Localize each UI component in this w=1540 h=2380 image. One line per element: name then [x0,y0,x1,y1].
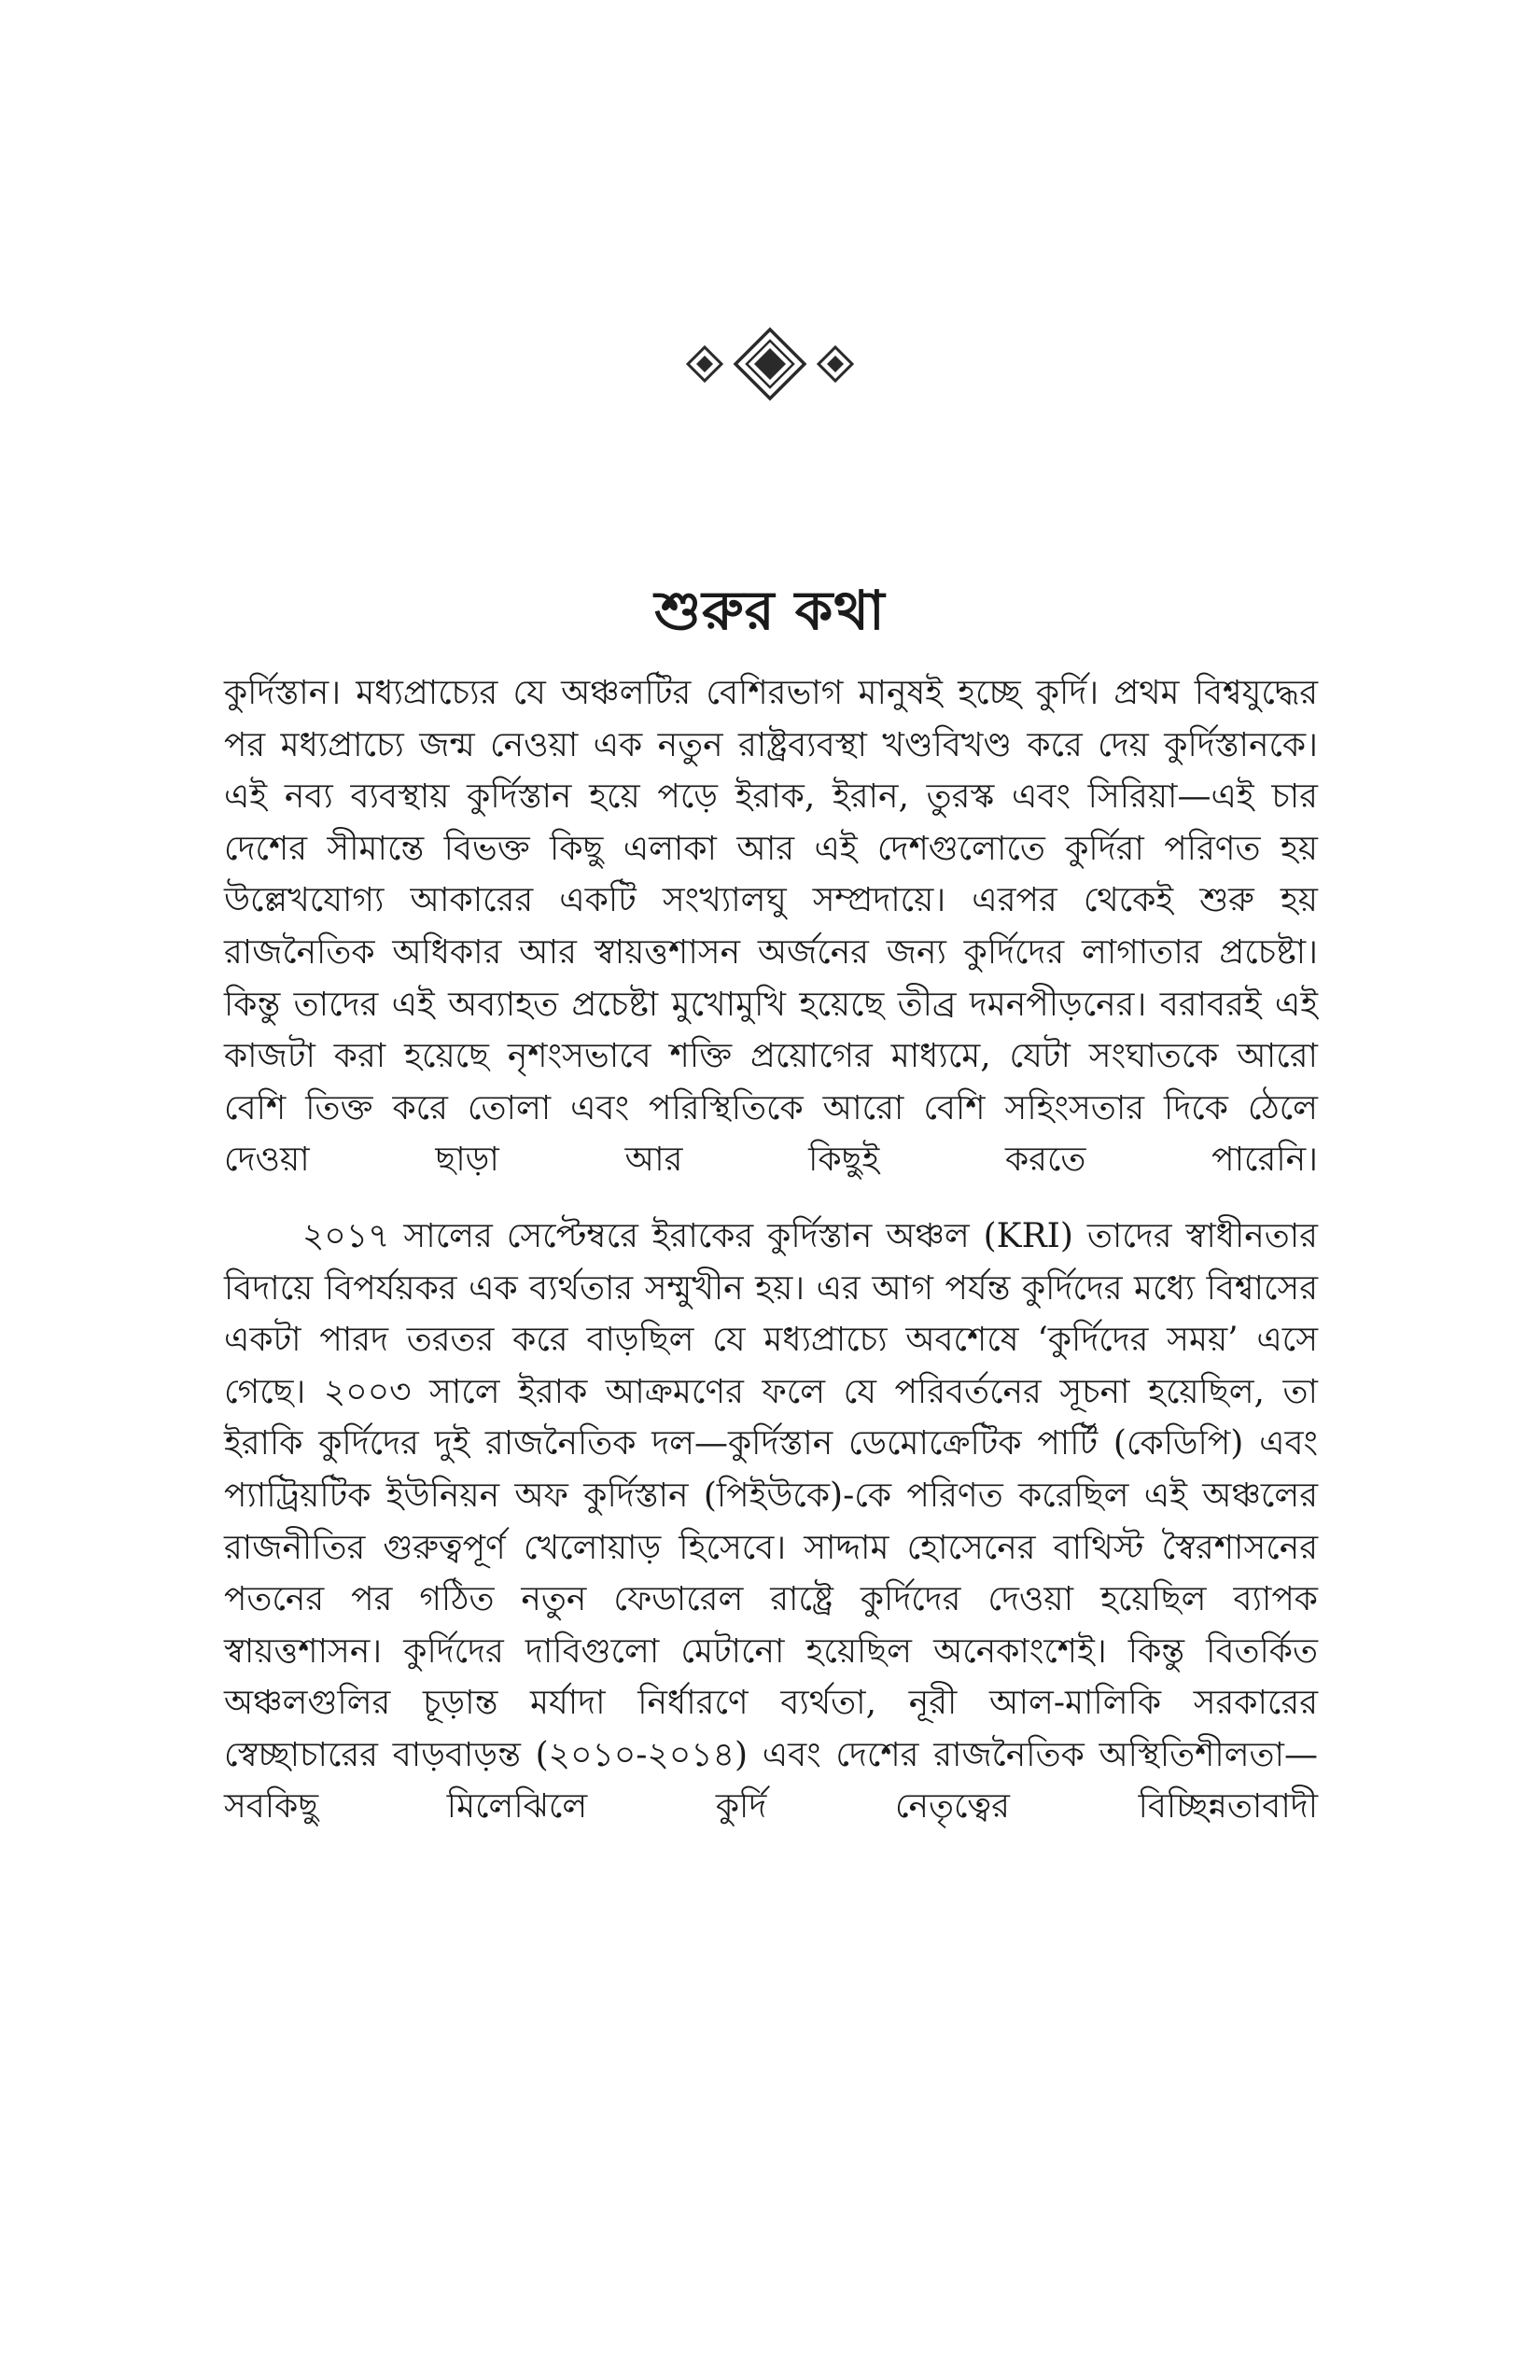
large-diamond-center-icon [735,329,805,399]
chapter-title: শুরুর কথা [654,578,886,642]
small-diamond-left-icon [688,347,721,381]
small-diamond-right-icon [819,347,852,381]
triple-diamond-ornament-icon [0,322,1540,406]
paragraph-kri-2017: ২০১৭ সালের সেপ্টেম্বরে ইরাকের কুর্দিস্তান অঞ্চল (KRI) তাদের স্বাধীনতার বিদায়ে বিপর্যয়কর এক ব্যর্থতার সম্মুখীন হয়। এর আগ পর্যন্ত কুর্দিদের মধ্যে বিশ্বাসের একটা পারদ তরতর করে বাড়ছিল যে মধ্যপ্রাচ্যে অবশেষে ‘কুর্দিদের সময়’ এসে গেছে। ২০০৩ সালে ইরাক আক্রমণের ফলে যে পরিবর্তনের সূচনা হয়েছিল, তা ইরাকি কুর্দিদের দুই রাজনৈতিক দল—কুর্দিস্তান ডেমোক্রেটিক পার্টি (কেডিপি) এবং প্যাট্রিয়টিক ইউনিয়ন অফ কুর্দিস্তান (পিইউকে)-কে পরিণত করেছিল এই অঞ্চলের রাজনীতির গুরুত্বপূর্ণ খেলোয়াড় হিসেবে। সাদ্দাম হোসেনের বাথিস্ট স্বৈরশাসনের পতনের পর গঠিত নতুন ফেডারেল রাষ্ট্রে কুর্দিদের দেওয়া হয়েছিল ব্যাপক স্বায়ত্তশাসন। কুর্দিদের দাবিগুলো মেটানো হয়েছিল অনেকাংশেই। কিন্তু বিতর্কিত অঞ্চলগুলির চূড়ান্ত মর্যাদা নির্ধারণে ব্যর্থতা, নূরী আল-মালিকি সরকারের স্বেচ্ছাচারের বাড়বাড়ন্ত (২০১০-২০১৪) এবং দেশের রাজনৈতিক অস্থিতিশীলতা—সবকিছু মিলেঝিলে কুর্দি নেতৃত্বের বিচ্ছিন্নতাবাদী [224,1216,1318,1827]
body-text [224,667,1318,1833]
paragraph-intro: কুর্দিস্তান। মধ্যপ্রাচ্যের যে অঞ্চলটির বেশিরভাগ মানুষই হচ্ছে কুর্দি। প্রথম বিশ্বযুদ্ধের পর মধ্যপ্রাচ্যে জন্ম নেওয়া এক নতুন রাষ্ট্রব্যবস্থা খণ্ডবিখণ্ড করে দেয় কুর্দিস্তানকে। এই নব্য ব্যবস্থায় কুর্দিস্তান হয়ে পড়ে ইরাক, ইরান, তুরস্ক এবং সিরিয়া—এই চার দেশের সীমান্তে বিভক্ত কিছু এলাকা আর এই দেশগুলোতে কুর্দিরা পরিণত হয় উল্লেখযোগ্য আকারের একটি সংখ্যালঘু সম্প্রদায়ে। এরপর থেকেই শুরু হয় রাজনৈতিক অধিকার আর স্বায়ত্তশাসন অর্জনের জন্য কুর্দিদের লাগাতার প্রচেষ্টা। কিন্তু তাদের এই অব্যাহত প্রচেষ্টা মুখোমুখি হয়েছে তীব্র দমনপীড়নের। বরাবরই এই কাজটা করা হয়েছে নৃশংসভাবে শক্তি প্রয়োগের মাধ্যমে, যেটা সংঘাতকে আরো বেশি তিক্ত করে তোলা এবং পরিস্থিতিকে আরো বেশি সহিংসতার দিকে ঠেলে দেওয়া ছাড়া আর কিছুই করতে পারেনি। [224,674,1318,1180]
ornament-svg [677,322,863,406]
